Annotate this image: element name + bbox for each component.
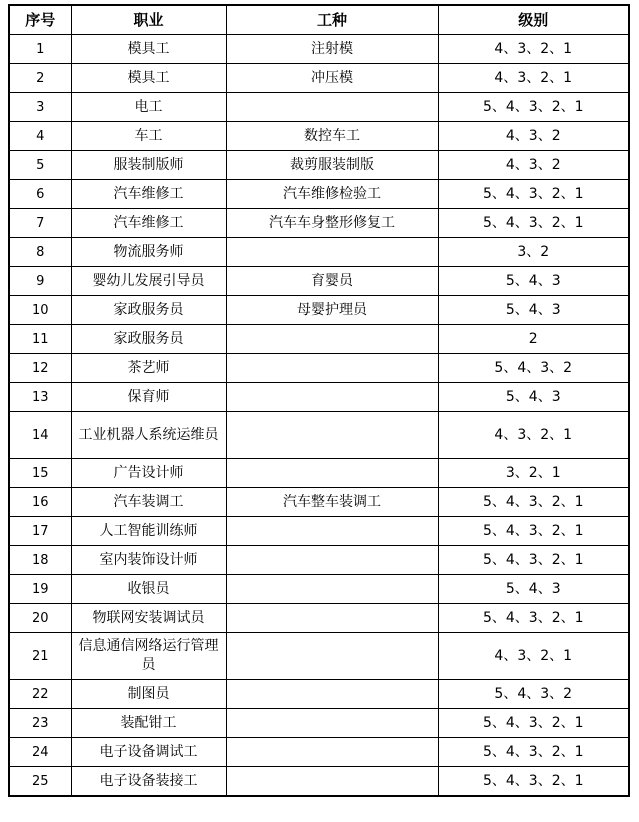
cell-level: 5、4、3、2、1 (438, 709, 629, 738)
cell-level: 5、4、3、2、1 (438, 209, 629, 238)
cell-level: 4、3、2、1 (438, 35, 629, 64)
table-row (9, 151, 629, 180)
table-row (9, 354, 629, 383)
cell-level: 5、4、3、2、1 (438, 604, 629, 633)
column-header-occupation: 职业 (71, 5, 226, 35)
occupation-level-table-container (8, 4, 629, 797)
cell-level: 5、4、3、2、1 (438, 488, 629, 517)
table-row (9, 459, 629, 488)
cell-worktype: 冲压模 (226, 64, 438, 93)
cell-seq: 8 (9, 238, 71, 267)
cell-level: 5、4、3、2、1 (438, 180, 629, 209)
occupation-level-table (8, 4, 630, 797)
cell-level: 4、3、2、1 (438, 633, 629, 680)
cell-worktype-empty (226, 767, 438, 797)
table-row (9, 738, 629, 767)
cell-worktype-empty (226, 517, 438, 546)
cell-level: 5、4、3、2、1 (438, 546, 629, 575)
cell-occupation: 汽车维修工 (71, 180, 226, 209)
cell-occupation: 信息通信网络运行管理员 (71, 633, 226, 680)
cell-level: 3、2、1 (438, 459, 629, 488)
cell-worktype-empty (226, 354, 438, 383)
cell-occupation: 汽车装调工 (71, 488, 226, 517)
cell-seq: 12 (9, 354, 71, 383)
cell-seq: 9 (9, 267, 71, 296)
cell-seq: 6 (9, 180, 71, 209)
cell-seq: 4 (9, 122, 71, 151)
cell-worktype-empty (226, 575, 438, 604)
table-row (9, 180, 629, 209)
cell-seq: 18 (9, 546, 71, 575)
column-header-worktype: 工种 (226, 5, 438, 35)
cell-occupation: 广告设计师 (71, 459, 226, 488)
cell-occupation: 汽车维修工 (71, 209, 226, 238)
table-row (9, 412, 629, 459)
table-row (9, 209, 629, 238)
cell-worktype-empty (226, 459, 438, 488)
cell-occupation: 茶艺师 (71, 354, 226, 383)
cell-seq: 19 (9, 575, 71, 604)
cell-worktype-empty (226, 325, 438, 354)
cell-level: 4、3、2 (438, 122, 629, 151)
cell-level: 5、4、3、2 (438, 354, 629, 383)
cell-level: 5、4、3 (438, 383, 629, 412)
cell-seq: 7 (9, 209, 71, 238)
cell-worktype: 汽车车身整形修复工 (226, 209, 438, 238)
table-row (9, 296, 629, 325)
cell-worktype: 数控车工 (226, 122, 438, 151)
cell-occupation: 车工 (71, 122, 226, 151)
cell-occupation: 家政服务员 (71, 325, 226, 354)
cell-worktype-empty (226, 709, 438, 738)
cell-seq: 17 (9, 517, 71, 546)
cell-seq: 22 (9, 680, 71, 709)
table-body (9, 35, 629, 797)
cell-occupation: 婴幼儿发展引导员 (71, 267, 226, 296)
cell-occupation: 室内装饰设计师 (71, 546, 226, 575)
cell-worktype-empty (226, 383, 438, 412)
cell-seq: 23 (9, 709, 71, 738)
cell-occupation: 人工智能训练师 (71, 517, 226, 546)
table-row (9, 122, 629, 151)
cell-occupation: 保育师 (71, 383, 226, 412)
cell-occupation: 家政服务员 (71, 296, 226, 325)
cell-occupation: 收银员 (71, 575, 226, 604)
cell-occupation: 电子设备调试工 (71, 738, 226, 767)
cell-level: 5、4、3、2、1 (438, 767, 629, 797)
column-header-level: 级别 (438, 5, 629, 35)
cell-seq: 15 (9, 459, 71, 488)
cell-worktype-empty (226, 546, 438, 575)
cell-worktype-empty (226, 633, 438, 680)
cell-occupation: 制图员 (71, 680, 226, 709)
cell-worktype: 注射模 (226, 35, 438, 64)
column-header-seq: 序号 (9, 5, 71, 35)
cell-level: 5、4、3 (438, 296, 629, 325)
table-row (9, 767, 629, 797)
cell-level: 5、4、3、2 (438, 680, 629, 709)
cell-seq: 13 (9, 383, 71, 412)
cell-occupation: 电工 (71, 93, 226, 122)
cell-seq: 1 (9, 35, 71, 64)
cell-occupation: 电子设备装接工 (71, 767, 226, 797)
table-row (9, 546, 629, 575)
cell-occupation: 装配钳工 (71, 709, 226, 738)
cell-worktype-empty (226, 238, 438, 267)
table-row (9, 575, 629, 604)
cell-level: 5、4、3、2、1 (438, 738, 629, 767)
cell-worktype: 裁剪服装制版 (226, 151, 438, 180)
table-row (9, 633, 629, 680)
cell-occupation: 物流服务师 (71, 238, 226, 267)
table-row (9, 325, 629, 354)
cell-level: 3、2 (438, 238, 629, 267)
table-row (9, 488, 629, 517)
table-header (9, 5, 629, 35)
cell-level: 5、4、3、2、1 (438, 93, 629, 122)
cell-occupation: 工业机器人系统运维员 (71, 412, 226, 459)
cell-occupation: 服装制版师 (71, 151, 226, 180)
cell-seq: 14 (9, 412, 71, 459)
cell-worktype-empty (226, 93, 438, 122)
cell-seq: 10 (9, 296, 71, 325)
table-row (9, 238, 629, 267)
cell-occupation: 模具工 (71, 64, 226, 93)
cell-worktype: 育婴员 (226, 267, 438, 296)
cell-level: 5、4、3 (438, 267, 629, 296)
table-header-row (9, 5, 629, 35)
cell-occupation: 物联网安装调试员 (71, 604, 226, 633)
cell-seq: 20 (9, 604, 71, 633)
cell-occupation: 模具工 (71, 35, 226, 64)
cell-seq: 16 (9, 488, 71, 517)
cell-level: 5、4、3、2、1 (438, 517, 629, 546)
cell-seq: 3 (9, 93, 71, 122)
cell-level: 4、3、2、1 (438, 412, 629, 459)
cell-level: 4、3、2、1 (438, 64, 629, 93)
cell-worktype-empty (226, 412, 438, 459)
cell-seq: 5 (9, 151, 71, 180)
cell-worktype-empty (226, 604, 438, 633)
table-row (9, 604, 629, 633)
cell-seq: 25 (9, 767, 71, 797)
cell-worktype: 母婴护理员 (226, 296, 438, 325)
cell-worktype: 汽车整车装调工 (226, 488, 438, 517)
cell-seq: 24 (9, 738, 71, 767)
cell-worktype-empty (226, 680, 438, 709)
cell-worktype-empty (226, 738, 438, 767)
cell-seq: 21 (9, 633, 71, 680)
table-row (9, 93, 629, 122)
cell-level: 2 (438, 325, 629, 354)
table-row (9, 35, 629, 64)
cell-level: 4、3、2 (438, 151, 629, 180)
cell-level: 5、4、3 (438, 575, 629, 604)
table-row (9, 383, 629, 412)
table-row (9, 517, 629, 546)
table-row (9, 64, 629, 93)
cell-worktype: 汽车维修检验工 (226, 180, 438, 209)
cell-seq: 11 (9, 325, 71, 354)
table-row (9, 267, 629, 296)
table-row (9, 680, 629, 709)
cell-seq: 2 (9, 64, 71, 93)
table-row (9, 709, 629, 738)
